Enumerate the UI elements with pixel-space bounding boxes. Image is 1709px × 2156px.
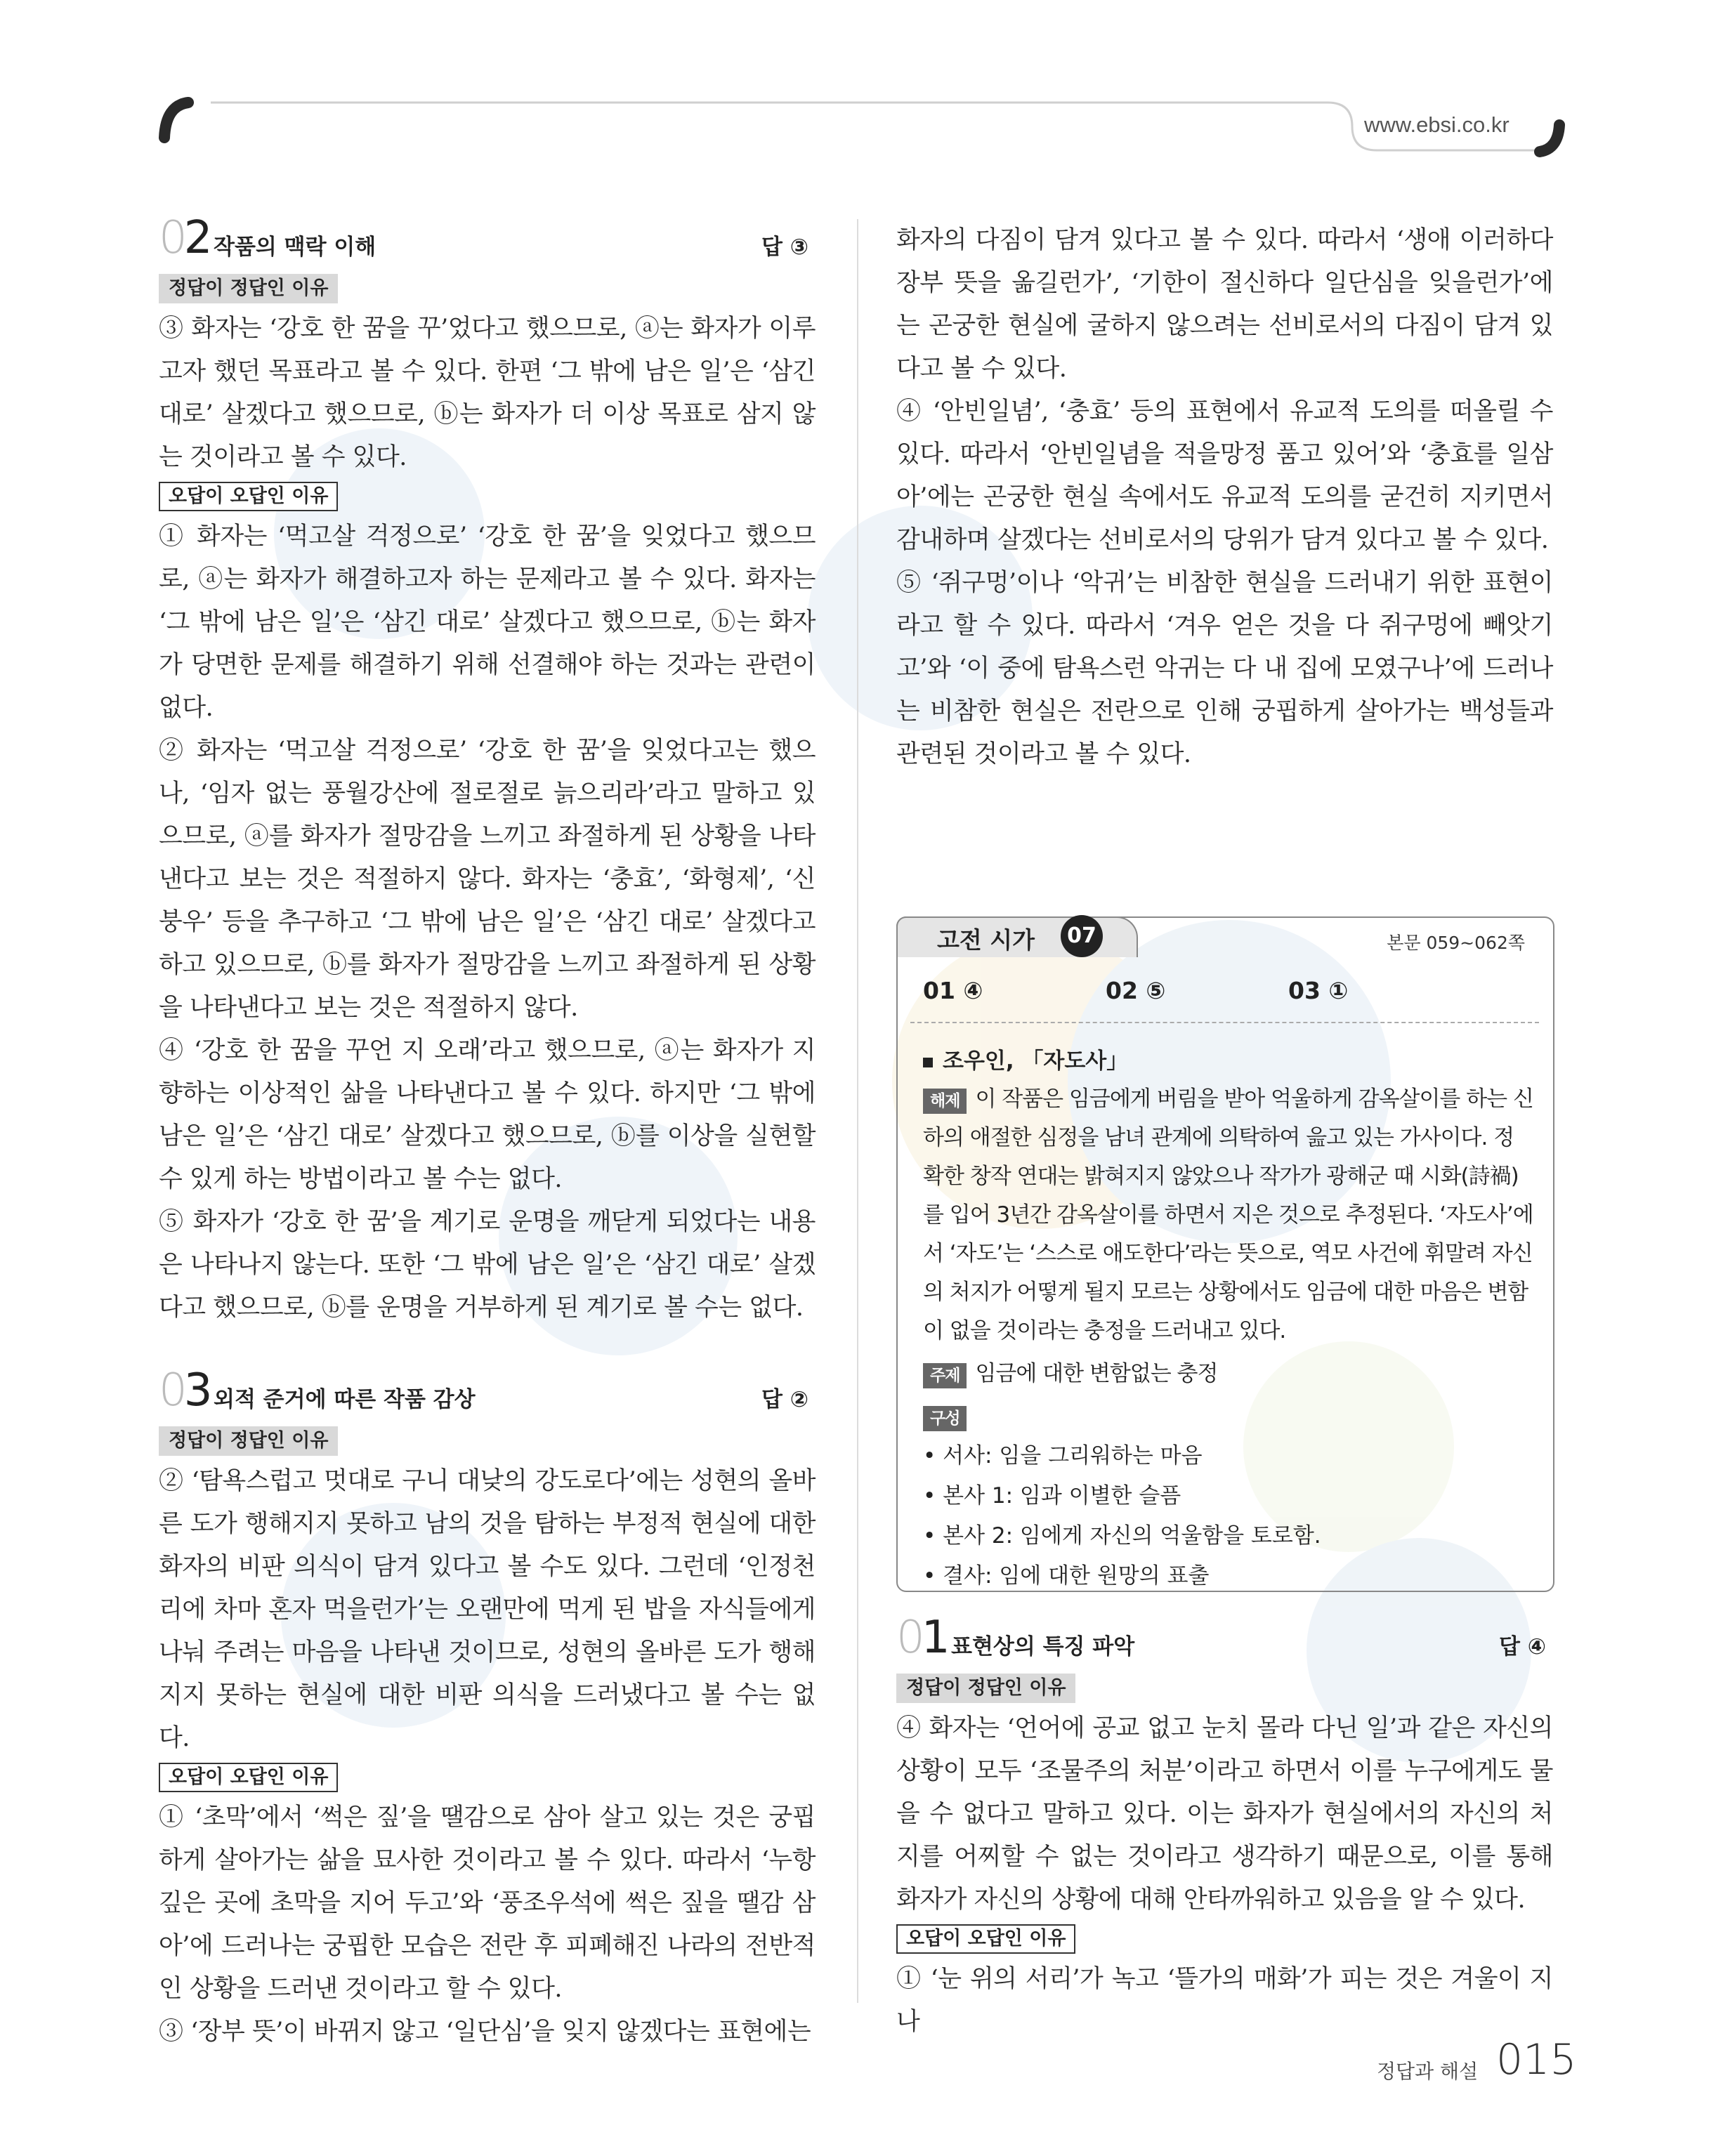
structure-item: • 본사 1: 임과 이별한 슬픔 (923, 1483, 1181, 1508)
right-column (896, 219, 1553, 2044)
question-number: 02 (159, 212, 209, 264)
continued-paragraph: 화자의 다짐이 담겨 있다고 볼 수 있다. 따라서 ‘생애 이러하다 장부 뜻을 옮길런가’, ‘기한이 절신하다 일단심을 잊을런가’에는 곤궁한 현실에 굴하지 않으려는 선비로서의 다짐이 담겨 있다고 볼 수 있다. (896, 226, 1553, 383)
bullet-square-icon (923, 1058, 933, 1067)
wrong-reason-item: ② 화자는 ‘먹고살 걱정으로’ ‘강호 한 꿈’을 잊었다고는 했으나, ‘임자 없는 풍월강산에 절로절로 늙으리라’라고 말하고 있으므로, ⓐ를 화자가 절망감을 느끼고 좌절하게 된 상황을 나타낸다고 보는 것은 적절하지 않다. 화자는 ‘충효’, ‘화형제’, ‘신붕우’ 등을 추구하고 ‘그 밖에 남은 일’은 ‘삼긴 대로’ 살겠다고 하고 있으므로, ⓑ를 화자가 절망감을 느끼고 좌절하게 된 상황을 나타낸다고 보는 것은 적절하지 않다. (159, 737, 816, 1022)
column-divider (857, 219, 858, 2003)
box-title: 고전 시가 (937, 926, 1035, 954)
wrong-reason-label: 오답이 오답인 이유 (896, 1924, 1075, 1954)
box-number-badge: 07 (1061, 915, 1103, 957)
footer-label: 정답과 해설 (1377, 2060, 1479, 2083)
question-answer: 답 ④ (1499, 1634, 1546, 1659)
correct-reason-label: 정답이 정답인 이유 (159, 274, 338, 303)
theme-tag: 주제 (923, 1363, 967, 1388)
correct-reason-label: 정답이 정답인 이유 (896, 1674, 1075, 1703)
correct-reason-text: ④ 화자는 ‘언어에 공교 없고 눈치 몰라 다닌 일’과 같은 자신의 상황이 모두 ‘조물주의 처분’이라고 하면서 이를 누구에게도 물을 수 없다고 말하고 있다. 이는 화자가 현실에서의 자신의 처지를 어찌할 수 없는 것이라고 생각하기 때문으로, 이를 통해 화자가 자신의 상황에 대해 안타까워하고 있음을 알 수 있다. (896, 1714, 1553, 1914)
correct-reason-text: ③ 화자는 ‘강호 한 꿈을 꾸’었다고 했으므로, ⓐ는 화자가 이루고자 했던 목표라고 볼 수 있다. 한편 ‘그 밖에 남은 일’은 ‘삼긴 대로’ 살겠다고 했으므로, ⓑ는 화자가 더 이상 목표로 삼지 않는 것이라고 볼 수 있다. (159, 315, 816, 471)
left-column (159, 212, 816, 2053)
question-title: 외적 준거에 따른 작품 감상 (214, 1387, 476, 1412)
site-url[interactable]: www.ebsi.co.kr (1364, 112, 1510, 137)
dashed-divider (910, 1022, 1539, 1023)
box-page-range: 본문 059~062쪽 (1387, 933, 1525, 953)
work-summary-box (896, 916, 1553, 1591)
answer-item: 01 ④ (923, 977, 983, 1004)
wrong-reason-label: 오답이 오답인 이유 (159, 482, 338, 511)
wrong-reason-item: ⑤ 화자가 ‘강호 한 꿈’을 계기로 운명을 깨닫게 되었다는 내용은 나타나지 않는다. 또한 ‘그 밖에 남은 일’은 ‘삼긴 대로’ 살겠다고 했으므로, ⓑ를 운명을 거부하게 된 계기로 볼 수는 없다. (159, 1208, 816, 1322)
question-answer: 답 ③ (761, 235, 808, 260)
wrong-reason-item: ① 화자는 ‘먹고살 걱정으로’ ‘강호 한 꿈’을 잊었다고 했으므로, ⓐ는 화자가 해결하고자 하는 문제라고 볼 수 있다. 화자는 ‘그 밖에 남은 일’은 ‘삼긴 대로’ 살겠다고 했으므로, ⓑ는 화자가 당면한 문제를 해결하기 위해 선결해야 하는 것과는 관련이 없다. (159, 522, 816, 722)
question-01-header (896, 1612, 1553, 1665)
question-number: 01 (896, 1612, 947, 1664)
wrong-reason-item: ⑤ ‘쥐구멍’이나 ‘악귀’는 비참한 현실을 드러내기 위한 표현이라고 할 수 있다. 따라서 ‘겨우 얻은 것을 다 쥐구멍에 빼앗기고’와 ‘이 중에 탐욕스런 악귀는 다 내 집에 모였구나’에 드러나는 비참한 현실은 전란으로 인해 궁핍하게 살아가는 백성들과 관련된 것이라고 볼 수 있다. (896, 569, 1553, 768)
haeje-text: 해제 이 작품은 임금에게 버림을 받아 억울하게 감옥살이를 하는 신하의 애절한 심정을 남녀 관계에 의탁하여 읊고 있는 가사이다. 정확한 창작 연대는 밝혀지지 않았으나 작가가 광해군 때 시화(詩禍)를 입어 3년간 감옥살이를 하면서 지은 것으로 추정된다. ‘자도사’에서 ‘자도’는 ‘스스로 애도한다’라는 뜻으로, 역모 사건에 휘말려 자신의 처지가 어떻게 될지 모르는 상황에서도 임금에 대한 마음은 변함이 없을 것이라는 충정을 드러내고 있다. (923, 1086, 1533, 1343)
question-title: 표현상의 특징 파악 (951, 1634, 1135, 1659)
wrong-reason-item: ① ‘초막’에서 ‘썩은 짚’을 땔감으로 삼아 살고 있는 것은 궁핍하게 살아가는 삶을 묘사한 것이라고 볼 수 있다. 따라서 ‘누항 깊은 곳에 초막을 지어 두고’와 ‘풍조우석에 썩은 짚을 땔감 삼아’에 드러나는 궁핍한 모습은 전란 후 피폐해진 나라의 전반적인 상황을 드러낸 것이라고 할 수 있다. (159, 1803, 816, 2003)
correct-reason-text: ② ‘탐욕스럽고 멋대로 구니 대낮의 강도로다’에는 성현의 올바른 도가 행해지지 못하고 남의 것을 탐하는 부정적 현실에 대한 화자의 비판 의식이 담겨 있다고 볼 수도 있다. 그런데 ‘인정천리에 차마 혼자 먹을런가’는 오랜만에 먹게 된 밥을 자식들에게 나눠 주려는 마음을 나타낸 것이므로, 성현의 올바른 도가 행해지지 못하는 현실에 대한 비판 의식을 드러냈다고 볼 수는 없다. (159, 1467, 816, 1752)
structure-item: • 본사 2: 임에게 자신의 억울함을 토로함. (923, 1523, 1321, 1549)
wrong-reason-item: ③ ‘장부 뜻’이 바뀌지 않고 ‘일단심’을 잊지 않겠다는 표현에는 (159, 2018, 811, 2046)
structure-item: • 결사: 임에 대한 원망의 표출 (923, 1563, 1210, 1589)
haeje-tag: 해제 (923, 1089, 967, 1114)
structure-tag: 구성 (923, 1406, 967, 1431)
answer-item: 03 ① (1288, 977, 1349, 1004)
wrong-reason-item: ① ‘눈 위의 서리’가 녹고 ‘뜰가의 매화’가 피는 것은 겨울이 지나 (896, 1965, 1553, 2036)
correct-reason-label: 정답이 정답인 이유 (159, 1426, 338, 1456)
structure-item: • 서사: 임을 그리워하는 마음 (923, 1443, 1203, 1468)
theme-text: 주제 임금에 대한 변함없는 충정 (923, 1355, 1534, 1393)
question-03-header (159, 1365, 816, 1418)
wrong-reason-label: 오답이 오답인 이유 (159, 1763, 338, 1792)
wrong-reason-item: ④ ‘강호 한 꿈을 꾸언 지 오래’라고 했으므로, ⓐ는 화자가 지향하는 이상적인 삶을 나타낸다고 볼 수 있다. 하지만 ‘그 밖에 남은 일’은 ‘삼긴 대로’ 살겠다고 했으므로, ⓑ를 이상을 실현할 수 있게 하는 방법이라고 볼 수는 없다. (159, 1037, 816, 1193)
question-answer: 답 ② (761, 1387, 808, 1412)
box-body (923, 1036, 1534, 1596)
answer-item: 02 ⑤ (1106, 977, 1166, 1004)
wrong-reason-item: ④ ‘안빈일념’, ‘충효’ 등의 표현에서 유교적 도의를 떠올릴 수 있다. 따라서 ‘안빈일념을 적을망정 품고 있어’와 ‘충효를 일삼아’에는 곤궁한 현실 속에서도 유교적 도의를 굳건히 지키면서 감내하며 살겠다는 선비로서의 당위가 담겨 있다고 볼 수 있다. (896, 397, 1553, 554)
question-02-header (159, 212, 816, 265)
work-title: 조우인, 「자도사」 (923, 1043, 1534, 1074)
question-number: 03 (159, 1365, 209, 1416)
page-number: 015 (1496, 2035, 1577, 2084)
question-title: 작품의 맥락 이해 (214, 235, 376, 260)
